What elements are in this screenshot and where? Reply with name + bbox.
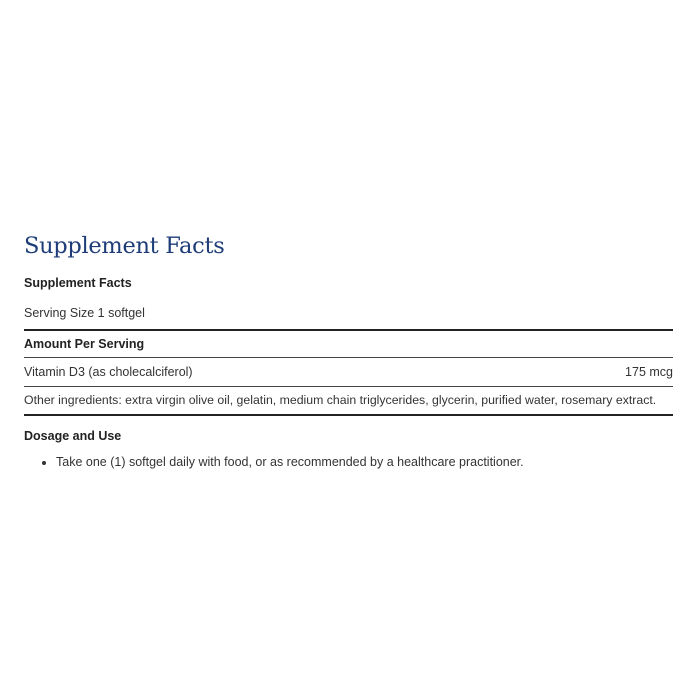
divider-bottom — [24, 414, 673, 416]
serving-size-row — [24, 305, 673, 321]
nutrient-row — [24, 358, 673, 386]
amount-per-serving-label: Amount Per Serving — [24, 337, 145, 351]
nutrient-amount: 175 mcg — [625, 365, 673, 379]
other-ingredients-text: Other ingredients: extra virgin olive oil, gelatin, medium chain triglycerides, glycerin, purified water, rosemary extract. — [24, 393, 657, 407]
amount-per-serving-row — [24, 331, 673, 357]
facts-heading: Supplement Facts — [24, 276, 132, 290]
supplement-facts-panel — [24, 229, 673, 470]
dosage-item: • Take one (1) softgel daily with food, or as recommended by a healthcare practitioner. — [56, 454, 673, 470]
other-ingredients-row — [24, 387, 673, 414]
dosage-list — [24, 454, 673, 470]
page-title: Supplement Facts — [24, 233, 225, 259]
dosage-heading: Dosage and Use — [24, 429, 122, 443]
serving-size-text: Serving Size 1 softgel — [24, 306, 145, 320]
nutrient-name: Vitamin D3 (as cholecalciferol) — [24, 365, 193, 379]
